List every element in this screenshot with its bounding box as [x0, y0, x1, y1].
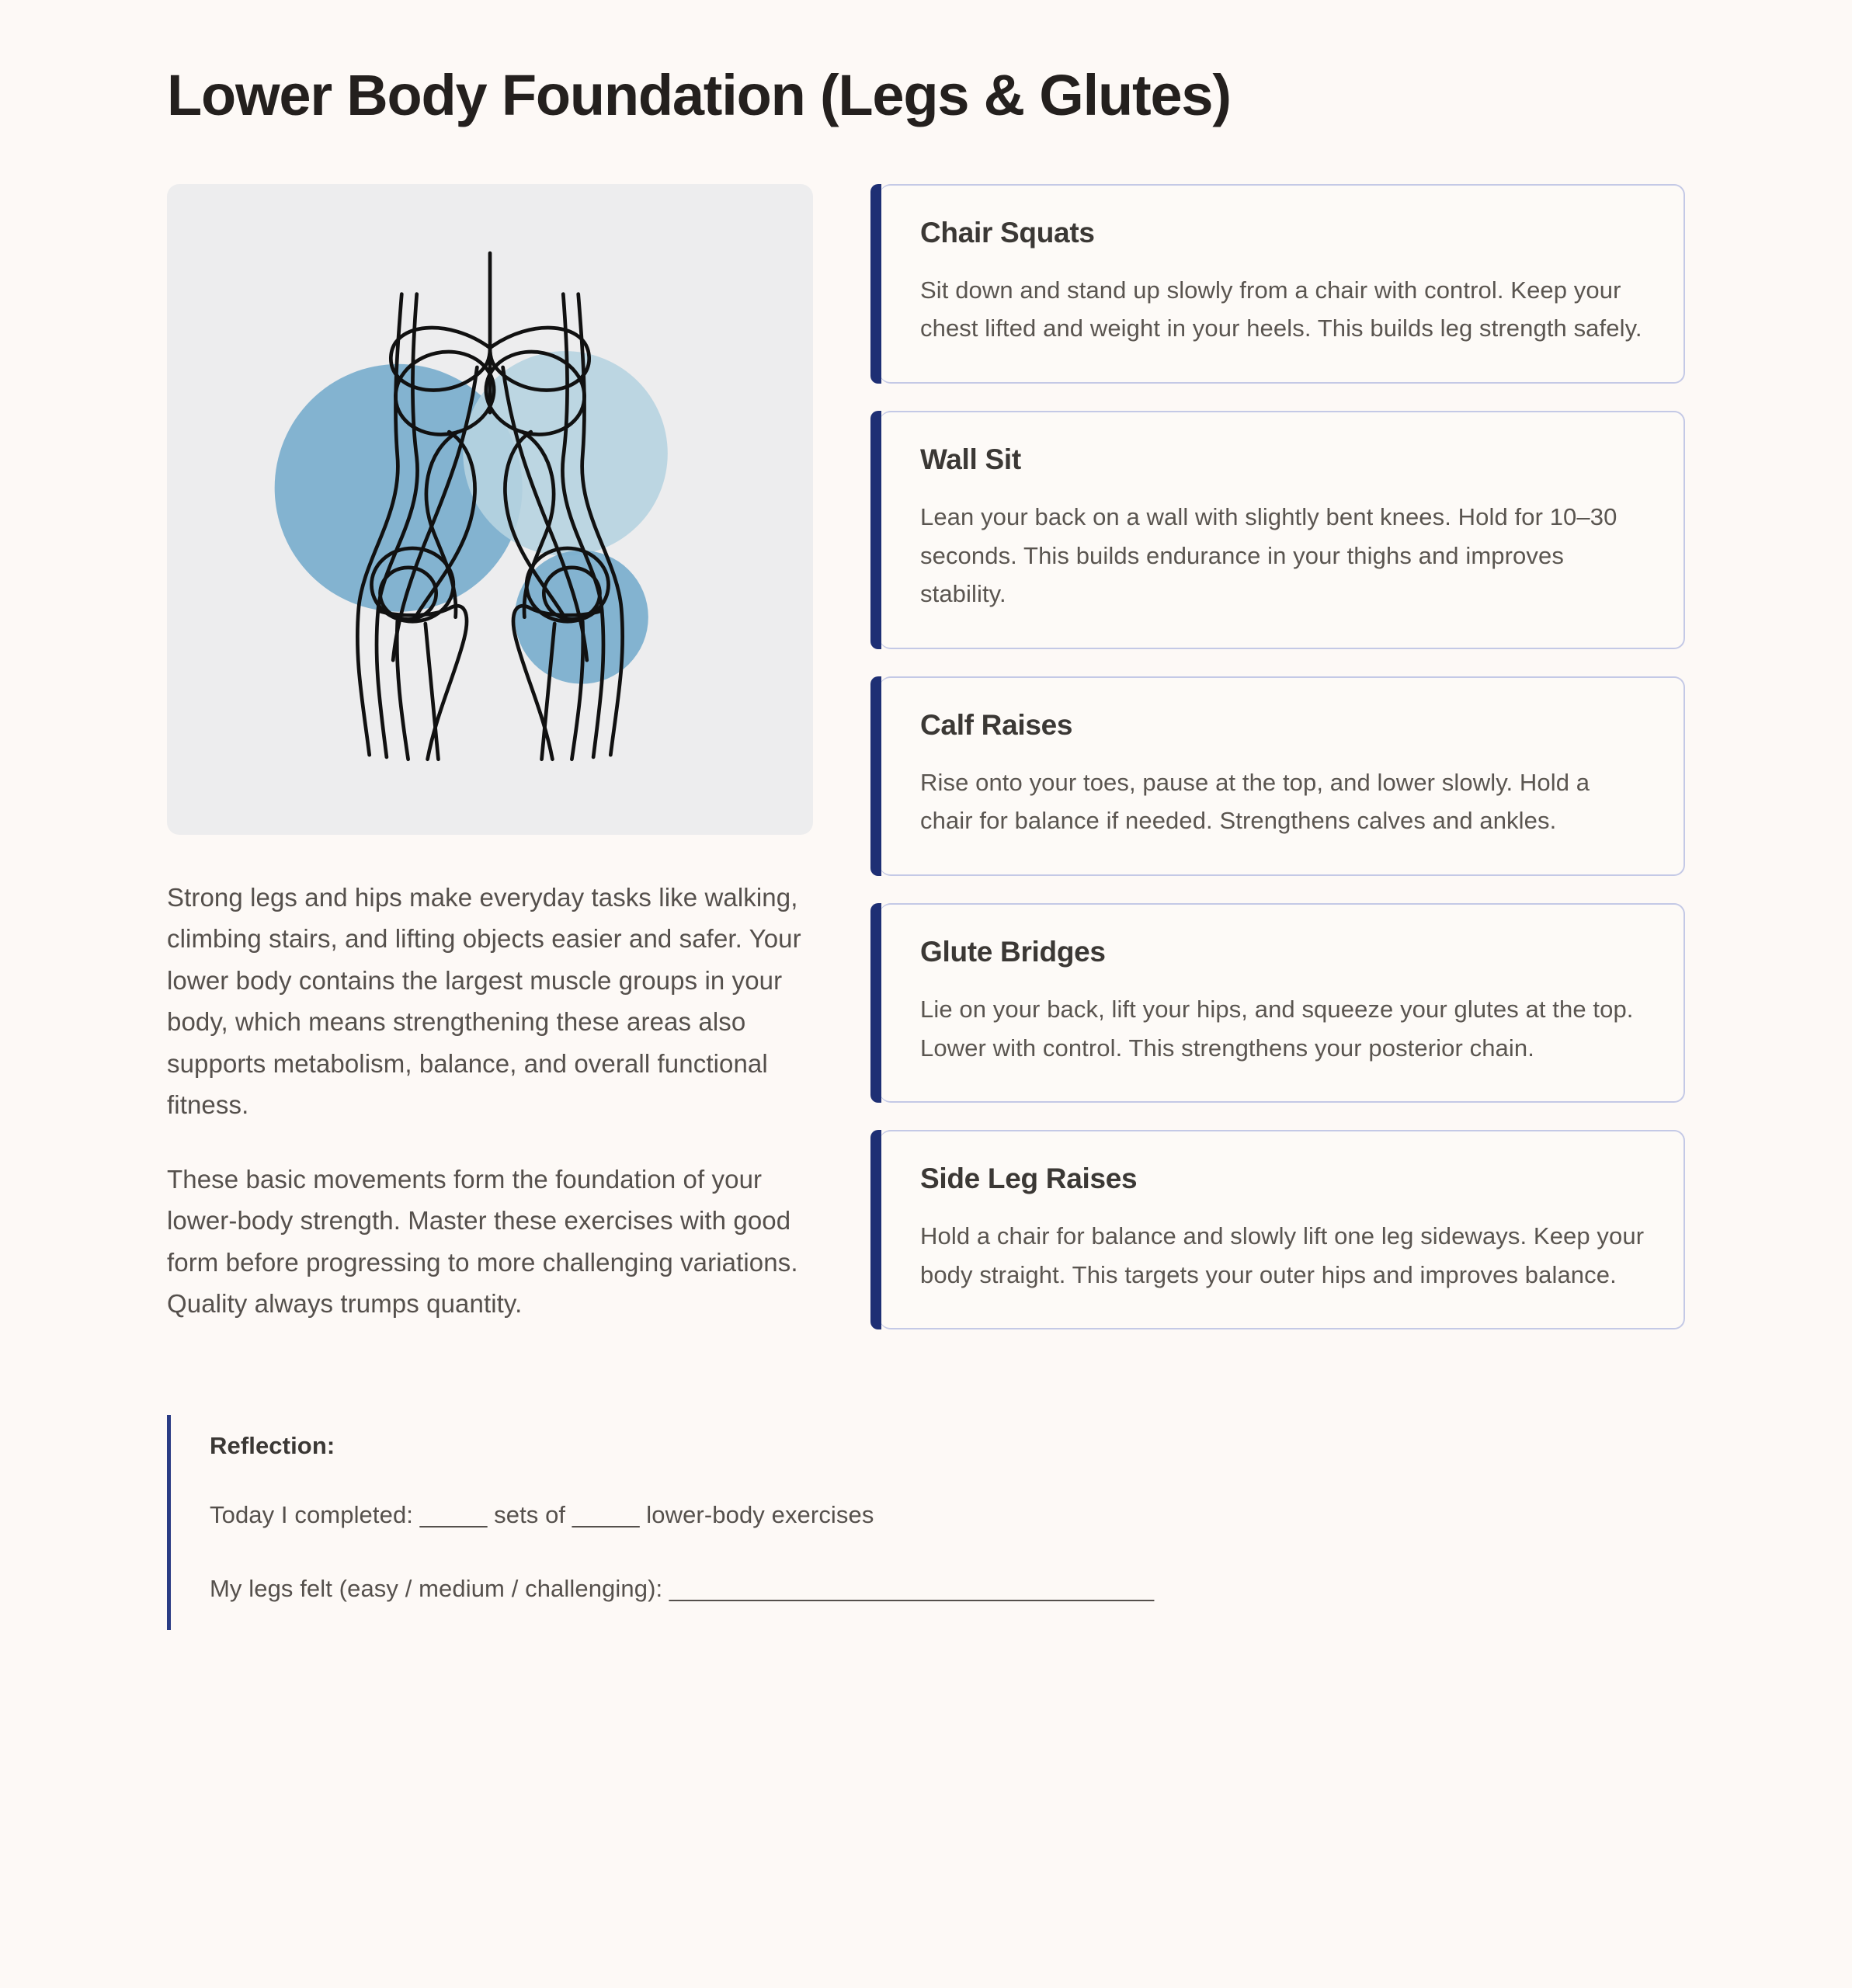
exercise-title: Calf Raises — [920, 708, 1073, 741]
intro-paragraph-1: Strong legs and hips make everyday tasks like walking, climbing stairs, and lifting objects easier and safer. Your lower body contains the largest muscle groups in your body, which means strengthening these areas also supports metabolism, balance, and overall functional fitness. — [167, 882, 801, 1120]
exercise-card-wall-sit[interactable] — [880, 411, 1685, 649]
exercise-title: Chair Squats — [920, 216, 1095, 248]
exercise-list — [880, 184, 1685, 1330]
main-content — [167, 184, 1685, 1330]
page-title: Lower Body Foundation (Legs & Glutes) — [167, 63, 1231, 127]
exercise-description: Lie on your back, lift your hips, and squeeze your glutes at the top. Lower with control. This strengthens your posterior chain. — [920, 996, 1634, 1062]
reflection-section — [167, 1415, 1685, 1630]
exercise-card-chair-squats[interactable] — [880, 184, 1685, 384]
exercise-card-glute-bridges[interactable] — [880, 903, 1685, 1103]
reflection-title: Reflection: — [210, 1432, 335, 1460]
exercise-title: Wall Sit — [920, 443, 1021, 476]
reflection-feeling-line[interactable]: My legs felt (easy / medium / challenging): ____________________________________ — [210, 1574, 1155, 1602]
leg-muscle-illustration — [167, 184, 813, 835]
exercise-card-side-leg-raises[interactable] — [880, 1130, 1685, 1329]
reflection-sets-line[interactable]: Today I completed: _____ sets of _____ lower-body exercises — [210, 1501, 874, 1529]
exercise-card-calf-raises[interactable] — [880, 676, 1685, 876]
exercise-description: Sit down and stand up slowly from a chair with control. Keep your chest lifted and weight in your heels. This builds leg strength safely. — [920, 276, 1642, 342]
exercise-description: Hold a chair for balance and slowly lift one leg sideways. Keep your body straight. This targets your outer hips and improves balance. — [920, 1222, 1645, 1288]
left-column — [167, 184, 813, 1325]
exercise-description: Rise onto your toes, pause at the top, and lower slowly. Hold a chair for balance if needed. Strengthens calves and ankles. — [920, 768, 1590, 835]
exercise-description: Lean your back on a wall with slightly bent knees. Hold for 10–30 seconds. This builds endurance in your thighs and improves stability. — [920, 503, 1617, 608]
intro-paragraph-2: These basic movements form the foundation of your lower-body strength. Master these exercises with good form before progressing to more challenging variations. Quality always trumps quantity. — [167, 1164, 798, 1318]
exercise-title: Side Leg Raises — [920, 1163, 1138, 1195]
exercise-title: Glute Bridges — [920, 936, 1106, 968]
